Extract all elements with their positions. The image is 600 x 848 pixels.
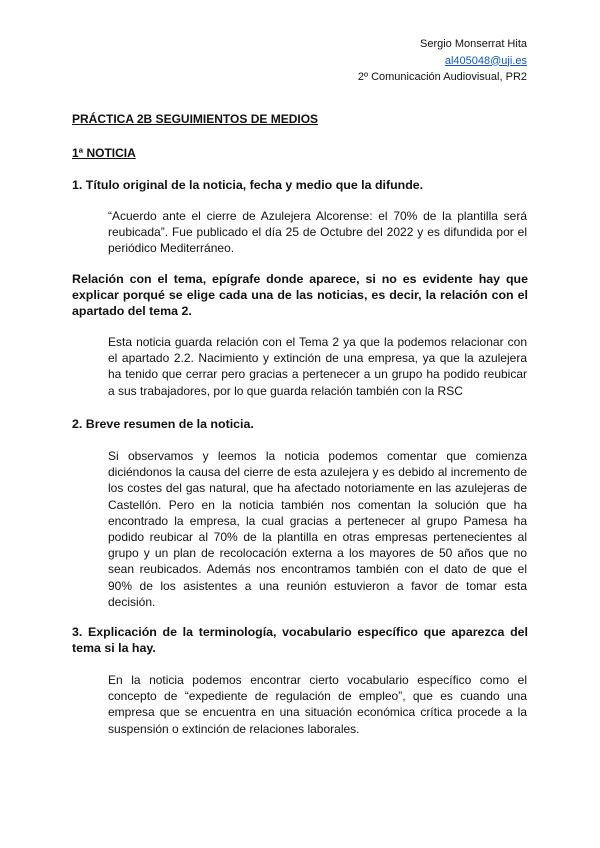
question-2-answer: Si observamos y leemos la noticia podemos comentar que comienza diciéndonos la causa del cierre de esta azulejera y es debido al incremento de los costes del gas natural, que ha afectado notoriamente en las azulejeras de Castellón. Pero en la noticia también nos comentan la solución que ha encontrado la empresa, la cual gracias a pertenecer al grupo Pamesa ha podido reubicar al 70% de la plantilla en otras empresas pertenecientes al grupo y un plan de recolocación externa a los mayores de 50 años que no sean reubicados. Además nos encontramos también con el dato de que el 90% de los asistentes a una reunión estuvieron a favor de tomar esta decisión. bbox=[108, 449, 527, 609]
section-title: 1ª NOTICIA bbox=[72, 146, 136, 160]
document-title: PRÁCTICA 2B SEGUIMIENTOS DE MEDIOS bbox=[72, 112, 319, 126]
author-email-link[interactable]: al405048@uji.es bbox=[444, 54, 527, 67]
relation-answer: Esta noticia guarda relación con el Tema 2 ya que la podemos relacionar con el apartado 2.2. Nacimiento y extinción de una empresa, ya que la azulejera ha tenido que cerrar pero gracias a pertenecer a un grupo ha podido reubicar a sus trabajadores, por lo que guarda relación también con la RSC bbox=[108, 335, 527, 398]
question-2-heading: 2. Breve resumen de la noticia. bbox=[72, 417, 254, 431]
author-course: 2º Comunicación Audiovisual, PR2 bbox=[357, 71, 527, 83]
author-name: Sergio Monserrat Hita bbox=[420, 38, 527, 50]
author-header bbox=[358, 36, 527, 86]
question-3-answer: En la noticia podemos encontrar cierto vocabulario específico como el concepto de “expediente de regulación de empleo”, que es cuando una empresa que se encuentra en una situación económica crítica procede a la suspensión o extinción de relaciones laborales. bbox=[108, 673, 527, 736]
question-3-heading: 3. Explicación de la terminología, vocabulario específico que aparezca del tema si la hay. bbox=[72, 625, 528, 655]
question-1-heading: 1. Título original de la noticia, fecha y medio que la difunde. bbox=[72, 178, 424, 192]
question-1-answer: “Acuerdo ante el cierre de Azulejera Alcorense: el 70% de la plantilla será reubicada”. Fue publicado el día 25 de Octubre del 2022 y es difundida por el periódico Mediterráneo. bbox=[108, 209, 527, 256]
relation-heading: Relación con el tema, epígrafe donde aparece, si no es evidente hay que explicar porqué se elige cada una de las noticias, es decir, la relación con el apartado del tema 2. bbox=[72, 272, 528, 318]
